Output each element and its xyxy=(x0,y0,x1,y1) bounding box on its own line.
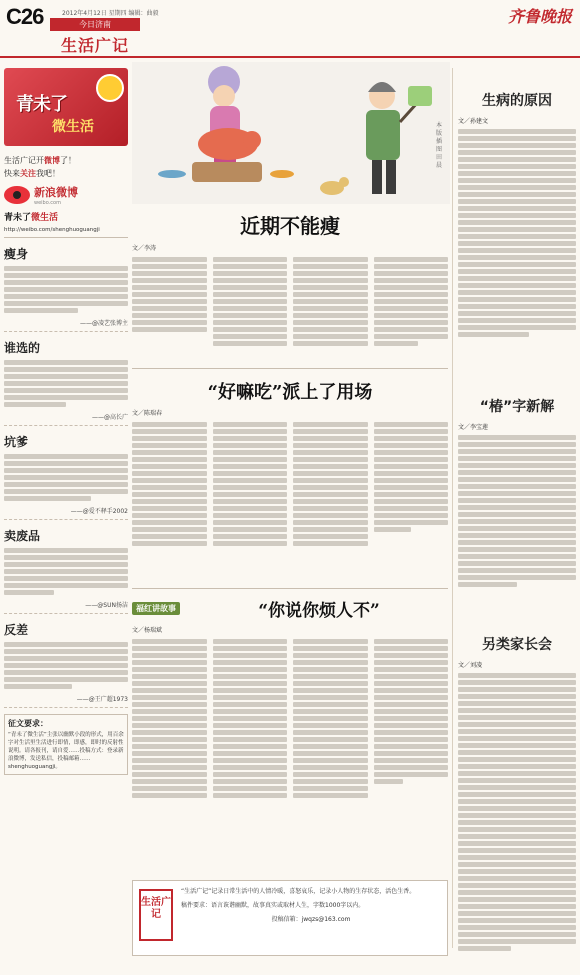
promo-text: 生活广记开 xyxy=(4,156,44,165)
notice-text xyxy=(181,887,441,925)
banner-subtitle: 微生活 xyxy=(52,119,94,135)
item-body-text xyxy=(4,640,128,692)
banner-title: 青未了 xyxy=(16,94,67,115)
microblog-item xyxy=(4,527,128,614)
article-title: 另类家长会 xyxy=(482,637,552,653)
column-stamp-logo: 生活广记 xyxy=(139,889,173,941)
article-1 xyxy=(132,210,448,348)
article-byline: 文／孙建文 xyxy=(458,118,489,125)
note-body: “青未了微生活”主张以幽默小段的形式，用百余字对生活里生活进行即情，即感，即时的反射性说明。请各报刊，请自爱……投稿方式：登录新浪微博，发送私信，投稿邮箱……shenghuoguangji。 xyxy=(8,732,124,770)
qingweilao-highlight: 微生活 xyxy=(31,213,59,223)
article-body xyxy=(132,420,448,548)
item-body-text xyxy=(4,358,128,410)
weibo-promo xyxy=(4,154,128,180)
article-title: “好嘛吃”派上了用场 xyxy=(207,382,373,403)
weibo-banner xyxy=(4,68,128,146)
item-signature: ——@高长广 xyxy=(91,414,128,421)
microblog-item xyxy=(4,245,128,332)
article-byline: 文／刘凌 xyxy=(458,662,483,669)
illustration-caption: 本版插图 田晨 xyxy=(436,122,443,169)
qingweilao-text: 青未了 xyxy=(4,213,32,223)
left-column xyxy=(4,68,128,948)
section-subtitle: 今日济南 xyxy=(50,18,140,31)
article-3 xyxy=(132,596,448,800)
divider xyxy=(132,368,448,369)
masthead-rule xyxy=(0,56,580,58)
page-number: C26 xyxy=(6,4,44,29)
column-notice xyxy=(132,880,448,956)
notice-line: 稿件要求：语言诙谐幽默，故事真实或取材人生，字数1000字以内。 xyxy=(181,902,365,909)
story-tag: 福红讲故事 xyxy=(132,602,180,615)
divider xyxy=(132,588,448,589)
article-byline: 文／杨瑞斌 xyxy=(132,627,163,634)
promo-text: 我吧！ xyxy=(36,169,60,178)
item-signature: ——@王广超1973 xyxy=(76,696,128,703)
section-title: 生活广记 xyxy=(60,36,129,55)
right-article-2 xyxy=(458,388,576,589)
promo-text: 快来 xyxy=(4,169,20,178)
item-body-text xyxy=(4,452,128,504)
newspaper-brand-logo: 齐鲁晚报 xyxy=(507,7,572,26)
item-title: 坑爹 xyxy=(4,435,29,449)
item-body-text xyxy=(4,264,128,316)
qingweilao-line xyxy=(4,210,128,223)
right-article-1 xyxy=(458,82,576,339)
article-title: “椿”字新解 xyxy=(479,399,555,415)
article-title: 生病的原因 xyxy=(482,93,552,109)
item-title: 瘦身 xyxy=(4,247,29,261)
submission-note xyxy=(4,714,128,775)
sina-url: weibo.com xyxy=(34,200,61,206)
article-body xyxy=(458,129,576,337)
item-signature: ——@凌艺张博主 xyxy=(79,320,128,327)
article-byline: 文／李宝莲 xyxy=(458,424,489,431)
article-2 xyxy=(132,378,448,548)
microblog-item xyxy=(4,433,128,520)
note-title: 征文要求： xyxy=(8,719,48,728)
cartoon-figures-icon xyxy=(132,62,450,204)
promo-highlight: 微博 xyxy=(44,156,60,165)
microblog-item xyxy=(4,621,128,708)
item-title: 卖废品 xyxy=(4,529,41,543)
cartoon-illustration xyxy=(132,62,450,204)
masthead xyxy=(0,0,580,58)
notice-line: “生活广记”记录日常生活中的人情冷暖，喜怒哀乐，记录小人物的生存状态，活色生香。 xyxy=(181,888,416,895)
sina-name: 新浪微博 xyxy=(34,186,78,199)
article-title: “你说你烦人不” xyxy=(258,601,380,621)
date-line: 2012年4月12日 星期四 编辑：曲毅 xyxy=(62,10,159,17)
item-signature: ——@SUN扬洁 xyxy=(85,602,128,609)
article-byline: 文／李涛 xyxy=(132,245,157,252)
promo-highlight: 关注 xyxy=(20,169,36,178)
item-body-text xyxy=(4,546,128,598)
article-body xyxy=(458,673,576,951)
section-header xyxy=(50,18,140,56)
ball-icon xyxy=(96,74,124,102)
article-body xyxy=(458,435,576,587)
right-article-3 xyxy=(458,626,576,953)
weibo-link[interactable]: http://weibo.com/shenghuoguangji xyxy=(4,227,128,238)
sina-weibo-logo xyxy=(4,184,128,206)
article-body xyxy=(132,637,448,800)
article-title: 近期不能瘦 xyxy=(240,214,340,238)
item-title: 谁选的 xyxy=(4,341,41,355)
article-body xyxy=(132,255,448,348)
promo-text: 了！ xyxy=(60,156,76,165)
item-title: 反差 xyxy=(4,623,29,637)
article-byline: 文／陈瑞春 xyxy=(132,410,163,417)
weibo-eye-icon xyxy=(4,186,30,204)
item-signature: ——@爱不释手2002 xyxy=(70,508,128,515)
microblog-item xyxy=(4,339,128,426)
notice-email[interactable]: 投稿信箱：jwqzs@163.com xyxy=(271,916,351,923)
